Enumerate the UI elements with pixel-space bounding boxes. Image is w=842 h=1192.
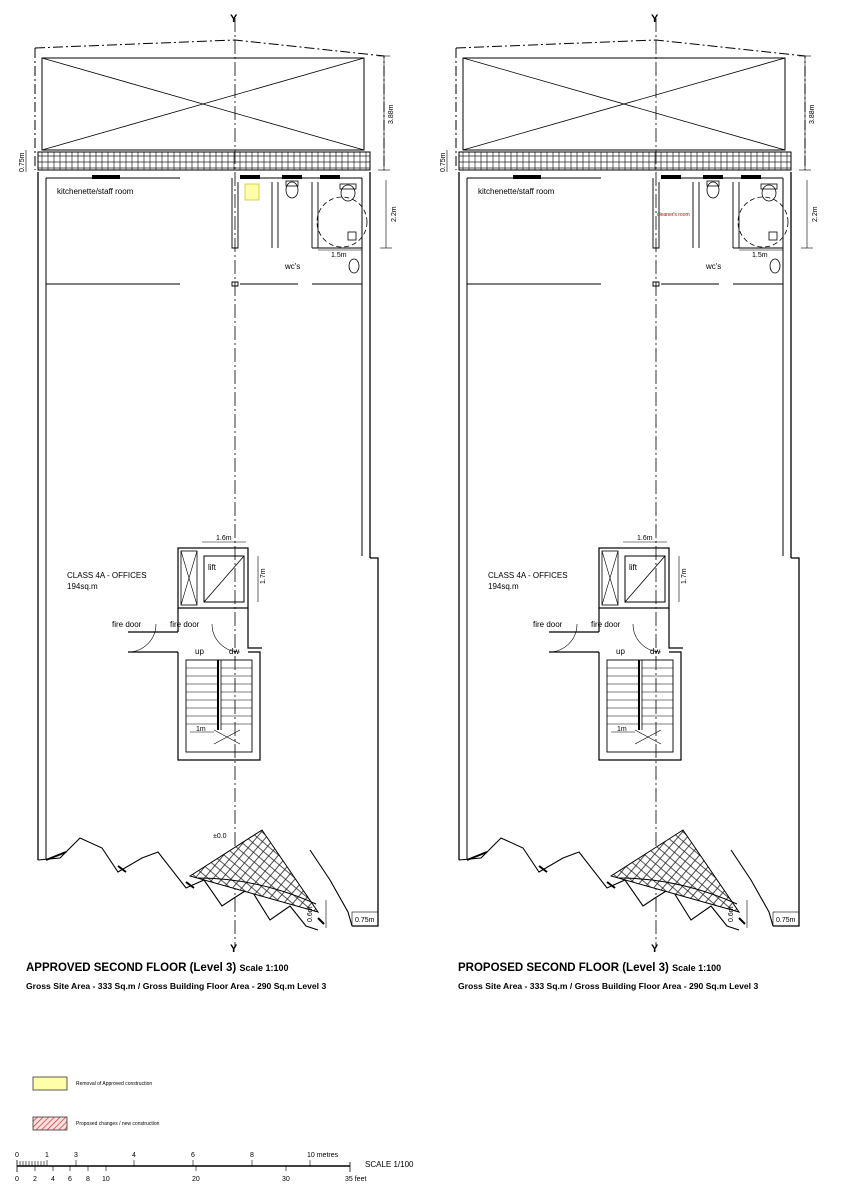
dim-roof-width: 0.75m — [440, 152, 447, 172]
dim-roof-depth: 3.88m — [388, 104, 395, 124]
legend-swatch-proposed — [33, 1117, 67, 1130]
dim-turning: 1.5m — [752, 252, 768, 259]
scale-m-4: 4 — [132, 1152, 136, 1159]
dw-label: dw — [650, 647, 661, 656]
wcs-label: wc's — [706, 262, 722, 271]
axis-label-top: Y — [651, 13, 659, 25]
scale-m-3: 3 — [74, 1152, 78, 1159]
class-label: CLASS 4A - OFFICES — [488, 571, 568, 580]
axis-label-bottom: Y — [230, 943, 238, 955]
scale-ft-8: 8 — [86, 1176, 90, 1183]
dim-lift-depth: 1.7m — [260, 568, 267, 584]
dim-wc-depth: 2.2m — [391, 206, 398, 222]
dim-turning: 1.5m — [331, 252, 347, 259]
axis-label-bottom: Y — [651, 943, 659, 955]
fire-door-label-2: fire door — [591, 620, 621, 629]
plan-approved — [26, 18, 392, 948]
legend-swatch-removal — [33, 1077, 67, 1090]
legend-label-removal: Removal of Approved construction — [76, 1081, 153, 1087]
scale-ft-2: 2 — [33, 1176, 37, 1183]
fire-door-label-2: fire door — [170, 620, 200, 629]
scale-ft-10: 10 — [102, 1176, 110, 1183]
proposed-plan-title — [458, 962, 721, 974]
dim-stair: 1m — [617, 726, 627, 733]
scale-m-8: 8 — [250, 1152, 254, 1159]
area-label: 194sq.m — [67, 582, 98, 591]
scale-m-10: 10 metres — [307, 1152, 339, 1159]
dim-roof-depth: 3.88m — [809, 104, 816, 124]
scale-ft-35: 35 feet — [345, 1176, 367, 1183]
kitchenette-label: kitchenette/staff room — [57, 187, 134, 196]
dim-corner: 0.6m — [307, 906, 314, 922]
scale-ft-30: 30 — [282, 1176, 290, 1183]
scale-ft-20: 20 — [192, 1176, 200, 1183]
scale-label: SCALE 1/100 — [365, 1160, 414, 1169]
dim-corner: 0.6m — [728, 906, 735, 922]
approved-plan-title-text: APPROVED SECOND FLOOR (Level 3) — [26, 962, 237, 974]
up-label: up — [616, 647, 625, 656]
class-label: CLASS 4A - OFFICES — [67, 571, 147, 580]
dim-wc-depth: 2.2m — [812, 206, 819, 222]
dim-roof-width: 0.75m — [19, 152, 26, 172]
proposed-plan-area: Gross Site Area - 333 Sq.m / Gross Building Floor Area - 290 Sq.m Level 3 — [458, 981, 759, 991]
dw-label: dw — [229, 647, 240, 656]
scale-ft-4: 4 — [51, 1176, 55, 1183]
dim-lift-width: 1.6m — [637, 535, 653, 542]
fire-door-label-1: fire door — [112, 620, 142, 629]
wcs-label: wc's — [285, 262, 301, 271]
scale-m-0: 0 — [15, 1152, 19, 1159]
approved-plan-title — [26, 962, 288, 974]
up-label: up — [195, 647, 204, 656]
cleaners-room-label: cleaner's room — [657, 212, 690, 218]
lift-label: lift — [208, 563, 216, 572]
lift-label: lift — [629, 563, 637, 572]
dim-stair: 1m — [196, 726, 206, 733]
level-label: ±0.0 — [213, 833, 227, 840]
legend-label-proposed: Proposed changes / new construction — [76, 1121, 160, 1127]
scale-m-1: 1 — [45, 1152, 49, 1159]
scale-ft-0: 0 — [15, 1176, 19, 1183]
area-label: 194sq.m — [488, 582, 519, 591]
removal-highlight — [245, 184, 259, 200]
approved-plan-area: Gross Site Area - 333 Sq.m / Gross Building Floor Area - 290 Sq.m Level 3 — [26, 981, 327, 991]
proposed-plan-scale: Scale 1:100 — [672, 963, 722, 973]
dim-lift-depth: 1.7m — [681, 568, 688, 584]
dim-right-wall: 0.75m — [355, 917, 375, 924]
dim-right-wall: 0.75m — [776, 917, 796, 924]
axis-label-top: Y — [230, 13, 238, 25]
plan-proposed — [447, 18, 813, 948]
scale-ft-6: 6 — [68, 1176, 72, 1183]
scale-bar — [15, 1152, 366, 1183]
fire-door-label-1: fire door — [533, 620, 563, 629]
scale-m-6: 6 — [191, 1152, 195, 1159]
kitchenette-label: kitchenette/staff room — [478, 187, 555, 196]
proposed-plan-title-text: PROPOSED SECOND FLOOR (Level 3) — [458, 962, 669, 974]
dim-lift-width: 1.6m — [216, 535, 232, 542]
approved-plan-scale: Scale 1:100 — [239, 963, 289, 973]
